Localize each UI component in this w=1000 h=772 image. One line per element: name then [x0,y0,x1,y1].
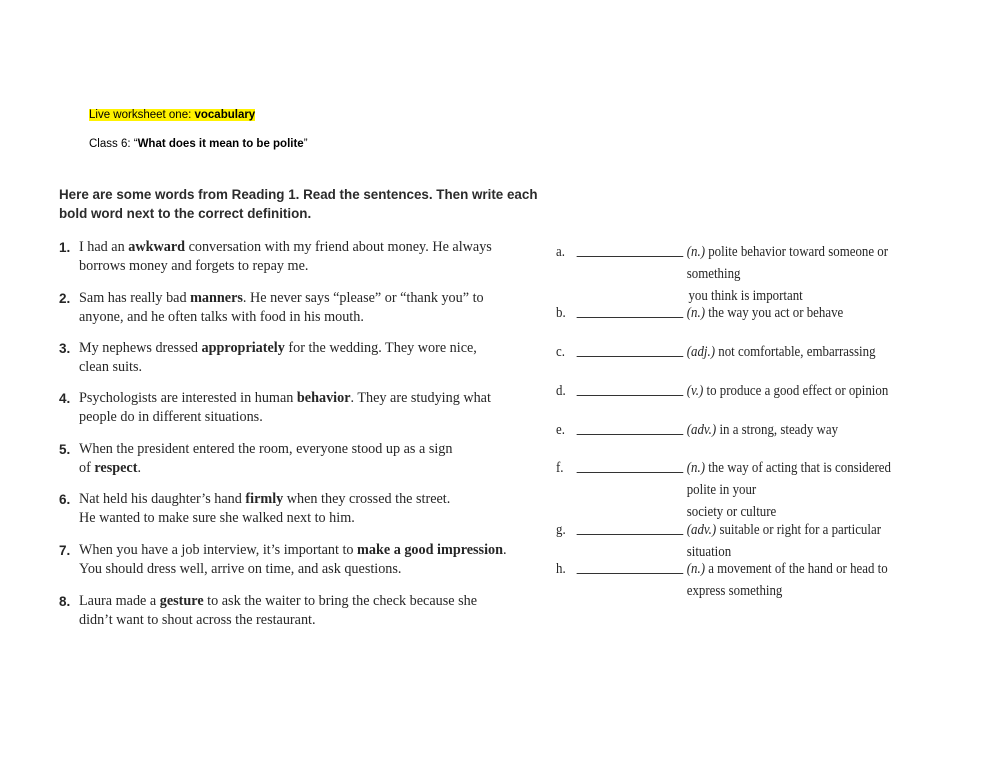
sentence-number: 5. [59,442,71,457]
sentence-number: 8. [59,594,71,609]
sentence-text: of [79,460,95,476]
instructions [59,185,539,223]
definition-text: a movement of the hand or head to [704,561,888,577]
sentence-text: . He never says “please” or “thank you” to [242,290,484,306]
answer-blank-f[interactable] [577,472,684,473]
title-bold: vocabulary [194,109,256,121]
sentence-4 [59,389,544,427]
vocab-word-appropriately: appropriately [201,340,285,356]
definition-line-2: express something [686,583,783,599]
definition-letter: e. [556,422,565,438]
class-suffix: ” [303,138,308,150]
vocab-word-make-a-good-impression: make a good impression [357,542,504,558]
sentence-number: 7. [59,543,71,558]
definition-a [556,241,917,307]
worksheet-title [89,109,255,121]
sentence-line-2: borrows money and forgets to repay me. [79,258,309,274]
sentence-text: conversation with my friend about money. He always [185,239,492,255]
vocab-word-gesture: gesture [159,593,204,609]
instructions-line-2: bold word next to the correct definition. [59,206,312,221]
sentence-number: 2. [59,291,71,306]
vocab-word-firmly: firmly [245,491,284,507]
definition-text: to produce a good effect or opinion [703,383,889,399]
sentence-text: . [137,460,141,476]
part-of-speech: (adv.) [686,422,717,438]
definition-g [556,519,917,563]
definition-h [556,558,917,602]
sentence-line-2: anyone, and he often talks with food in his mouth. [79,309,364,325]
part-of-speech: (n.) [686,561,705,577]
sentence-text: when they crossed the street. [283,491,451,507]
sentence-number: 1. [59,240,71,255]
definition-text: not comfortable, embarrassing [715,344,876,360]
answer-blank-a[interactable] [577,256,684,257]
class-prefix: Class 6: “ [89,138,138,150]
sentence-2 [59,289,544,327]
sentence-text: . [503,542,507,558]
sentence-5 [59,440,544,478]
sentence-text: My nephews dressed [79,340,202,356]
definition-line-2: you think is important [688,288,803,304]
definition-f [556,457,917,523]
definition-letter: g. [556,522,566,538]
sentence-line-2: clean suits. [79,359,143,375]
sentence-text: I had an [79,239,129,255]
part-of-speech: (n.) [686,305,705,321]
definition-e [556,419,917,441]
definition-letter: h. [556,561,566,577]
instructions-line-1: Here are some words from Reading 1. Read the sentences. Then write each [59,187,538,202]
sentence-text: to ask the waiter to bring the check because she [203,593,478,609]
part-of-speech: (n.) [686,460,705,476]
definition-letter: c. [556,344,565,360]
sentence-text: Sam has really bad [79,290,191,306]
definition-letter: a. [556,244,565,260]
answer-blank-d[interactable] [577,395,684,396]
definition-d [556,380,917,402]
definition-letter: f. [556,460,564,476]
definition-text: the way of acting that is considered polite in your [686,460,891,498]
definition-letter: d. [556,383,566,399]
part-of-speech: (adv.) [686,522,717,538]
definition-text: in a strong, steady way [716,422,839,438]
sentence-7 [59,541,544,579]
definition-letter: b. [556,305,566,321]
definition-c [556,341,917,363]
sentence-text: When the president entered the room, everyone stood up as a sign [79,441,453,457]
sentence-number: 6. [59,492,71,507]
sentence-number: 3. [59,341,71,356]
answer-blank-h[interactable] [577,573,684,574]
sentence-3 [59,339,544,377]
sentence-text: . They are studying what [350,390,491,406]
sentence-text: Psychologists are interested in human [79,390,297,406]
part-of-speech: (v.) [686,383,704,399]
title-prefix: Live worksheet one: [89,109,195,121]
vocab-word-respect: respect [94,460,138,476]
definition-text: the way you act or behave [704,305,844,321]
vocab-word-behavior: behavior [296,390,351,406]
class-title-bold: What does it mean to be polite [137,138,304,150]
part-of-speech: (n.) [686,244,705,260]
answer-blank-b[interactable] [577,317,684,318]
vocab-word-manners: manners [190,290,243,306]
definition-line-2: society or culture [686,504,777,520]
class-subtitle [89,138,308,150]
definition-text: polite behavior toward someone or something [686,244,889,282]
answer-blank-e[interactable] [577,434,684,435]
sentence-line-2: He wanted to make sure she walked next to him. [79,510,355,526]
sentence-line-2: You should dress well, arrive on time, and ask questions. [79,561,402,577]
answer-blank-g[interactable] [577,534,684,535]
sentence-1 [59,238,544,276]
vocab-word-awkward: awkward [128,239,186,255]
definition-text: suitable or right for a particular situation [686,522,881,560]
sentence-text: Laura made a [79,593,160,609]
part-of-speech: (adj.) [686,344,716,360]
sentence-text: Nat held his daughter’s hand [79,491,246,507]
answer-blank-c[interactable] [577,356,684,357]
sentence-text: When you have a job interview, it’s important to [79,542,358,558]
sentence-text: for the wedding. They wore nice, [284,340,477,356]
definition-b [556,302,917,324]
sentence-number: 4. [59,391,71,406]
sentence-8 [59,592,544,630]
sentence-line-2: didn’t want to shout across the restaurant. [79,612,316,628]
sentence-6 [59,490,544,528]
sentence-line-2: people do in different situations. [79,409,263,425]
